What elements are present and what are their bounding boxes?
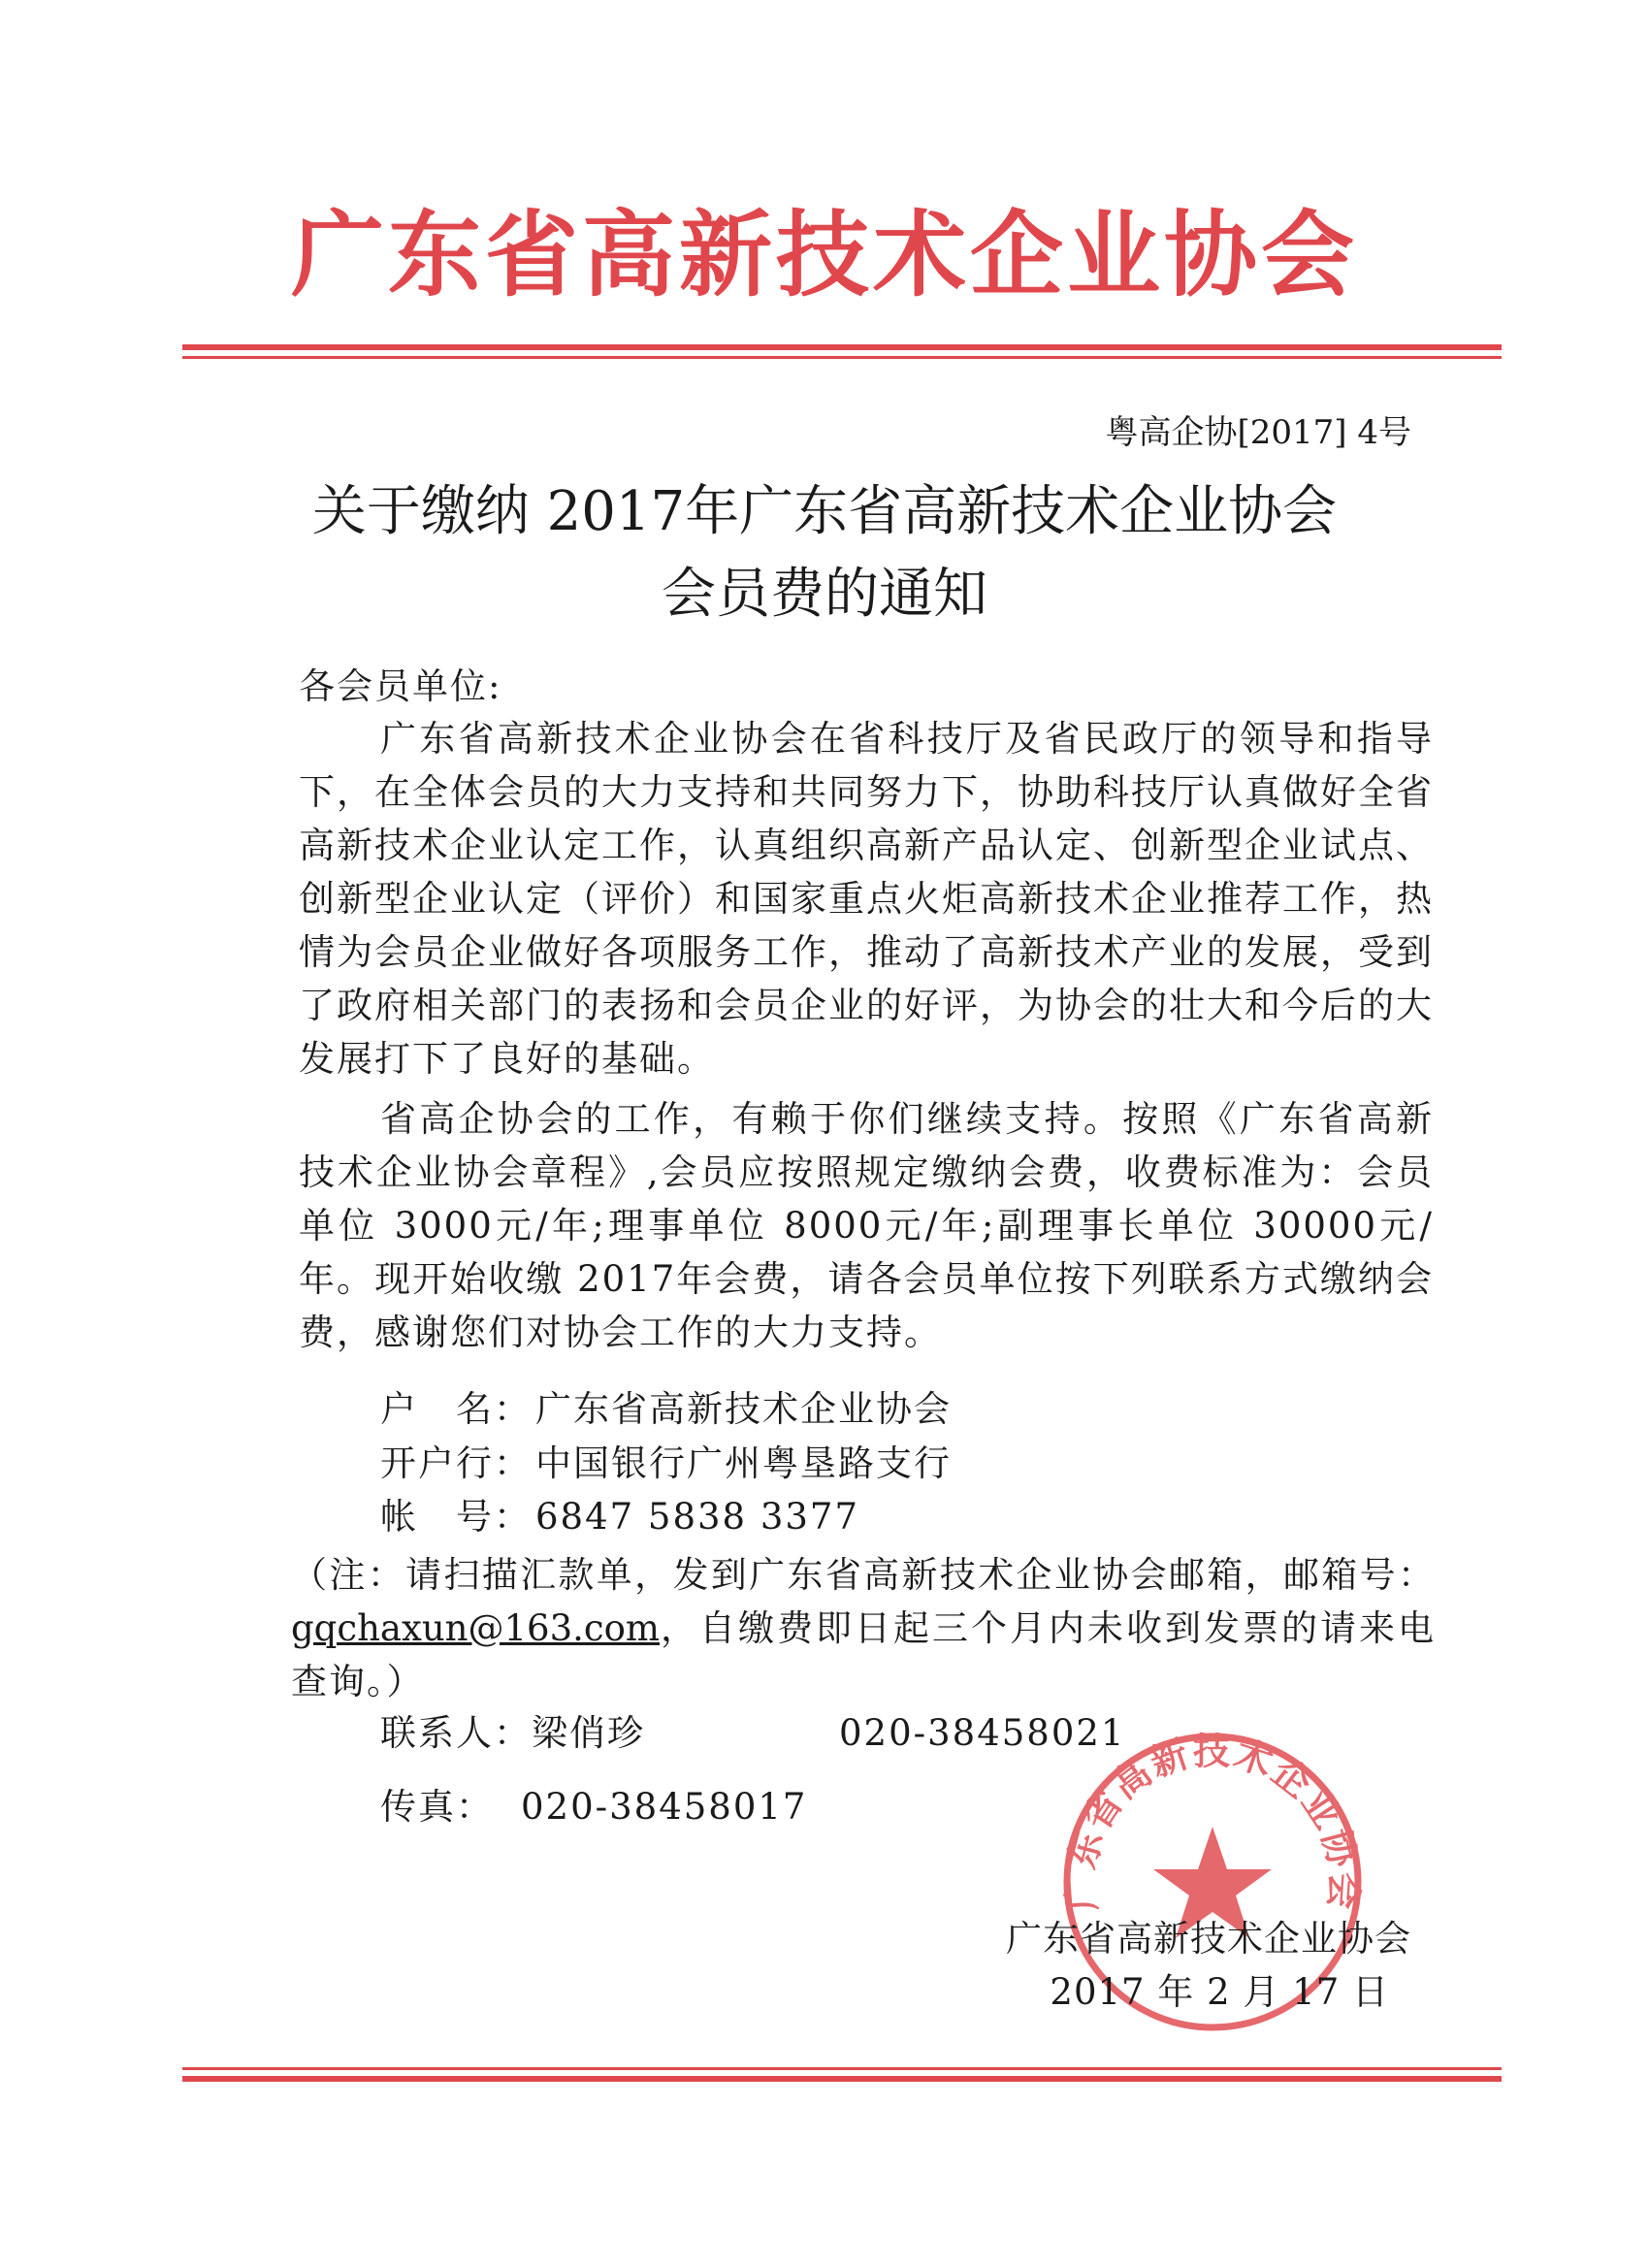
fax-number: 020-38458017 <box>521 1786 808 1828</box>
contact-person-name: 梁俏珍 <box>532 1712 645 1754</box>
account-name-value: 广东省高新技术企业协会 <box>535 1388 952 1430</box>
contact-phone: 020-38458021 <box>839 1712 1126 1754</box>
signature-date: 2017 年 2 月 17 日 <box>1050 1971 1389 2013</box>
footer-rule-thin <box>182 2067 1502 2070</box>
notice-title-line1: 关于缴纳 2017年广东省高新技术企业协会 <box>311 480 1338 543</box>
letterhead-rule-thin <box>182 356 1502 359</box>
account-name-row <box>380 1388 952 1430</box>
contact-fax <box>380 1786 808 1828</box>
notice-title-line2: 会员费的通知 <box>662 563 987 626</box>
account-number-label: 帐 号： <box>380 1496 532 1538</box>
letterhead-title: 广东省高新技术企业协会 <box>291 201 1358 309</box>
signature-organization: 广东省高新技术企业协会 <box>1006 1918 1411 1960</box>
body-paragraph-2: 省高企协会的工作，有赖于你们继续支持。按照《广东省高新技术企业协会章程》,会员应按照规定缴纳会费，收费标准为：会员单位 3000元/年;理事单位 8000元/年;副理事长单位 30000元/年。现开始收缴 2017年会费，请各会员单位按下列联系方式缴纳会费，感谢您们对协会工作的大力支持。 <box>299 1098 1434 1353</box>
letterhead-rule-thick <box>182 344 1502 350</box>
contact-person <box>380 1712 645 1754</box>
account-number-value: 6847 5838 3377 <box>535 1496 860 1538</box>
account-name-label: 户 名： <box>380 1388 532 1430</box>
account-bank-row <box>380 1442 952 1484</box>
email-link[interactable]: gqchaxun@163.com <box>291 1607 660 1649</box>
account-bank-value: 中国银行广州粤垦路支行 <box>535 1442 952 1484</box>
remittance-note <box>291 1548 1436 1708</box>
footer-rule-thick <box>182 2076 1502 2082</box>
account-bank-label: 开户行： <box>380 1442 532 1484</box>
fax-label: 传真： <box>380 1786 494 1828</box>
note-text-start: （注：请扫描汇款单，发到广东省高新技术企业协会邮箱，邮箱号： <box>291 1554 1436 1596</box>
account-number-row <box>380 1496 860 1538</box>
contact-person-label: 联系人： <box>380 1712 532 1754</box>
note-text-end: ，自缴费即日起三个月内未收到发票的请来电查询。） <box>291 1607 1436 1702</box>
seal-text: 广东省高新技术企业协会 <box>1058 1730 1367 1913</box>
body-paragraph-1: 广东省高新技术企业协会在省科技厅及省民政厅的领导和指导下，在全体会员的大力支持和共同努力下，协助科技厅认真做好全省高新技术企业认定工作，认真组织高新产品认定、创新型企业试点、创新型企业认定（评价）和国家重点火炬高新技术企业推荐工作，热情为会员企业做好各项服务工作，推动了高新技术产业的发展，受到了政府相关部门的表扬和会员企业的好评，为协会的壮大和今后的大发展打下了良好的基础。 <box>299 718 1434 1080</box>
document-number: 粤高企协[2017] 4号 <box>1105 413 1411 452</box>
salutation: 各会员单位: <box>299 665 502 707</box>
